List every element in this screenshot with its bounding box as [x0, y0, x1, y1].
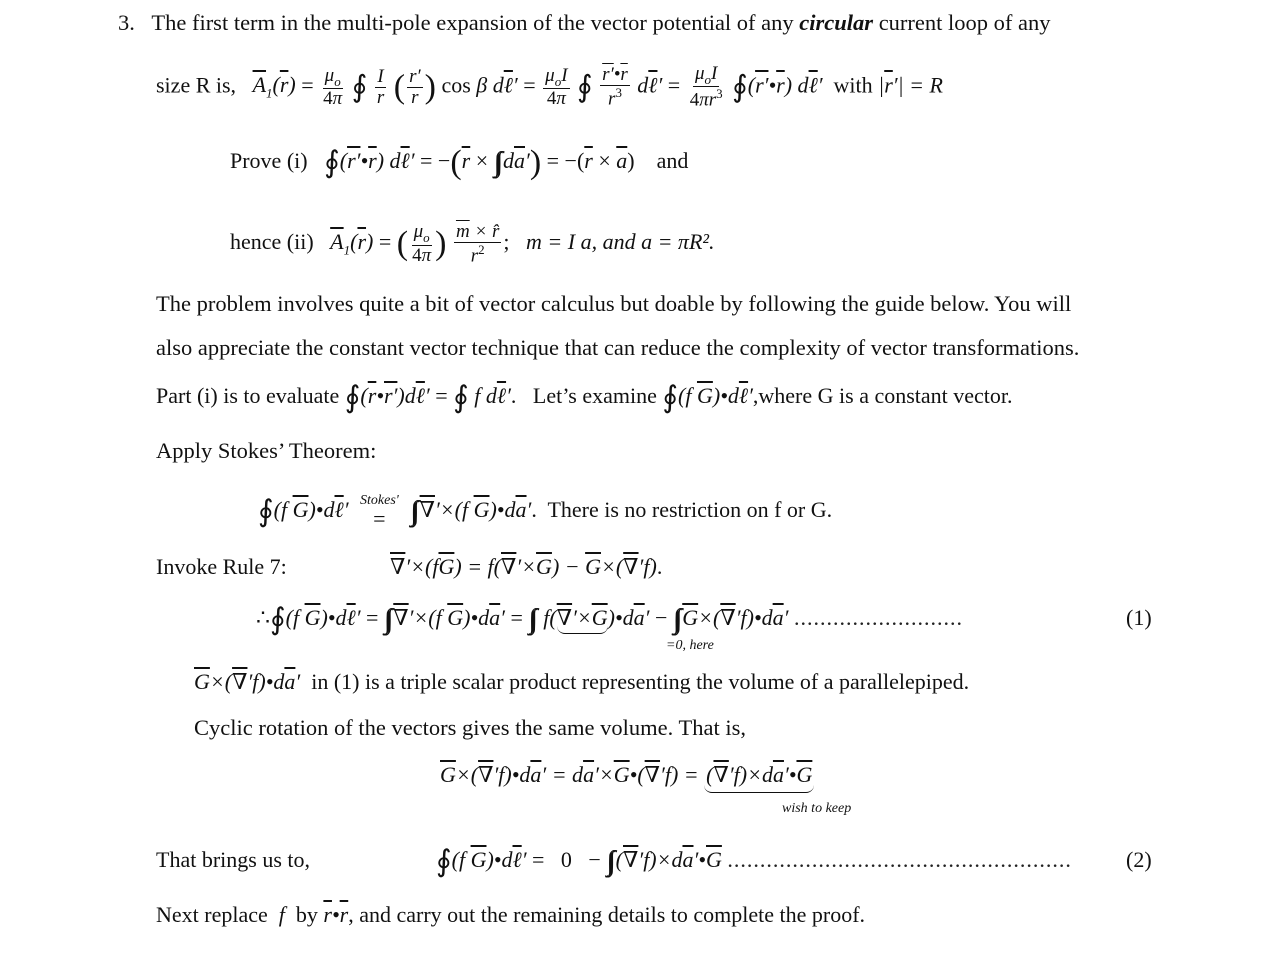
cyclic-equation: $\overline{G}\times(\nabla'f)•d\overline{a}'$ = $d\overline{a}'\times\overline{G}•(\nabla'f)$ = $(\nabla'f)\times d\overline{a}'•\overline{G}$	[440, 760, 814, 793]
stokes-equation: ∮(f $\overline{G})•d\ell'$ Stokes' = ∫∫ ∇′×(f $\overline{G})•d\overline{a}'$. There is no restriction on f or G.	[258, 493, 833, 531]
wish-to-keep-note: wish to keep	[782, 801, 852, 816]
and-label: and	[656, 148, 689, 174]
part-i-text: Part (i) is to evaluate	[156, 383, 340, 408]
stokes-heading: Apply Stokes’ Theorem:	[156, 438, 377, 463]
equation-1-tag: (1)	[1126, 605, 1152, 630]
stokes-over-label: Stokes'	[360, 493, 399, 508]
with-label: with	[833, 72, 873, 98]
triple-product-line: $\overline{G}\times(\nabla'f)•d\overline{a}'$ in (1) is a triple scalar product representing the volume of a parallelepiped.	[194, 669, 970, 694]
next-replace-label: Next replace	[156, 902, 268, 927]
prove-part-i: Prove (i) $∮(r'•\overline{r})$ dℓ′ = $-(\overline{r}$ × ∫∫ $d\overline{a}') = -(\overline{r} \times \overline{a})$ and	[230, 144, 689, 181]
zero-here-note: =0, here	[666, 638, 714, 653]
prove-part-ii: hence (ii) $\overline{A}_1(\overline{r})$ = ( $\frac{\mu_o}{4\pi}$ ) $\frac{\overline{m} \times r̂}{r^2}$ ; m = I a, and a = πR².	[230, 221, 715, 267]
constant-vector-text: ,where G is a constant vector.	[752, 383, 1013, 408]
paragraph-line-3: Part (i) is to evaluate $∮(\overline{r}•r')d\ell'$ = ∮ f dℓ′. Let’s examine ∮(f $\overline{G})•d\ell',where$ G is a constant vector.	[156, 380, 1013, 414]
rule-label: Invoke Rule 7:	[156, 554, 287, 579]
rule-7-equation: $\nabla'\times(f\overline{G}) = f(\nabla'\times\overline{G}) - \overline{G}\times(\nabla'f)$.	[390, 554, 663, 579]
equation-1: ∴∮(f $\overline{G})•d\ell'$ = ∫∫ ∇′×(f $\overline{G})•d\overline{a}'$ = ∫∫ $f(\nabla'\times\overline{G})•d\overline{a}'$ − ∫∫ $\overline{G}\times(\nabla'f)•d\overline{a}'$ ..........................	[256, 602, 963, 636]
intro-text-b: current loop of any	[878, 10, 1051, 35]
final-text: and carry out the remaining details to complete the proof.	[359, 902, 866, 927]
intro-emphasis: circular	[799, 10, 874, 35]
equation-2: ∮(f $\overline{G})•d\ell' = 0$ − ∫∫ $(\nabla'f)\times d\overline{a}'•\overline{G}$ .....................................................	[436, 844, 1072, 878]
brings-label: That brings us to,	[156, 847, 310, 872]
equation-2-tag: (2)	[1126, 847, 1152, 872]
vector-potential-equation: size R is, $\overline{A}_1(\overline{r})$ = $\frac{\mu_o}{4\pi}$ ∮ $\frac{I}{r}$ ( $\frac{r'}{r}$ ) cos β dℓ′ = $\frac{\mu_oI}{4\pi}$ ∮ $\frac{r'•\overline{r}}{r^3}$ dℓ′ = $\frac{\mu_oI}{4\pi r^3}$ $∮(r'•\overline{r})$ dℓ′ with $|\overline{r}'| = R$	[156, 63, 943, 111]
problem-number: 3.	[118, 10, 135, 35]
intro-text-a: The first term in the multi-pole expansion of the vector potential of any	[151, 10, 794, 35]
paragraph-line-2: also appreciate the constant vector technique that can reduce the complexity of vector transformations.	[156, 335, 1080, 360]
examine-text: Let’s examine	[532, 383, 657, 408]
paragraph-line-1: The problem involves quite a bit of vector calculus but doable by following the guide below. You will	[156, 291, 1072, 316]
prove-label: Prove (i)	[230, 148, 308, 174]
hence-label: hence (ii)	[230, 229, 314, 255]
rule-7-line	[156, 552, 287, 582]
problem-intro-line	[118, 8, 1051, 38]
cyclic-text: Cyclic rotation of the vectors gives the same volume. That is,	[194, 715, 746, 740]
final-line: Next replace f by $\overline{r}•\overline{r}$, and carry out the remaining details to complete the proof.	[156, 902, 866, 927]
size-label: size R is,	[156, 72, 237, 98]
m-definition: m = I a, and a = πR².	[526, 229, 715, 255]
triple-text: in (1) is a triple scalar product representing the volume of a parallelepiped.	[311, 669, 970, 694]
stokes-note: There is no restriction on f or G.	[547, 497, 833, 523]
